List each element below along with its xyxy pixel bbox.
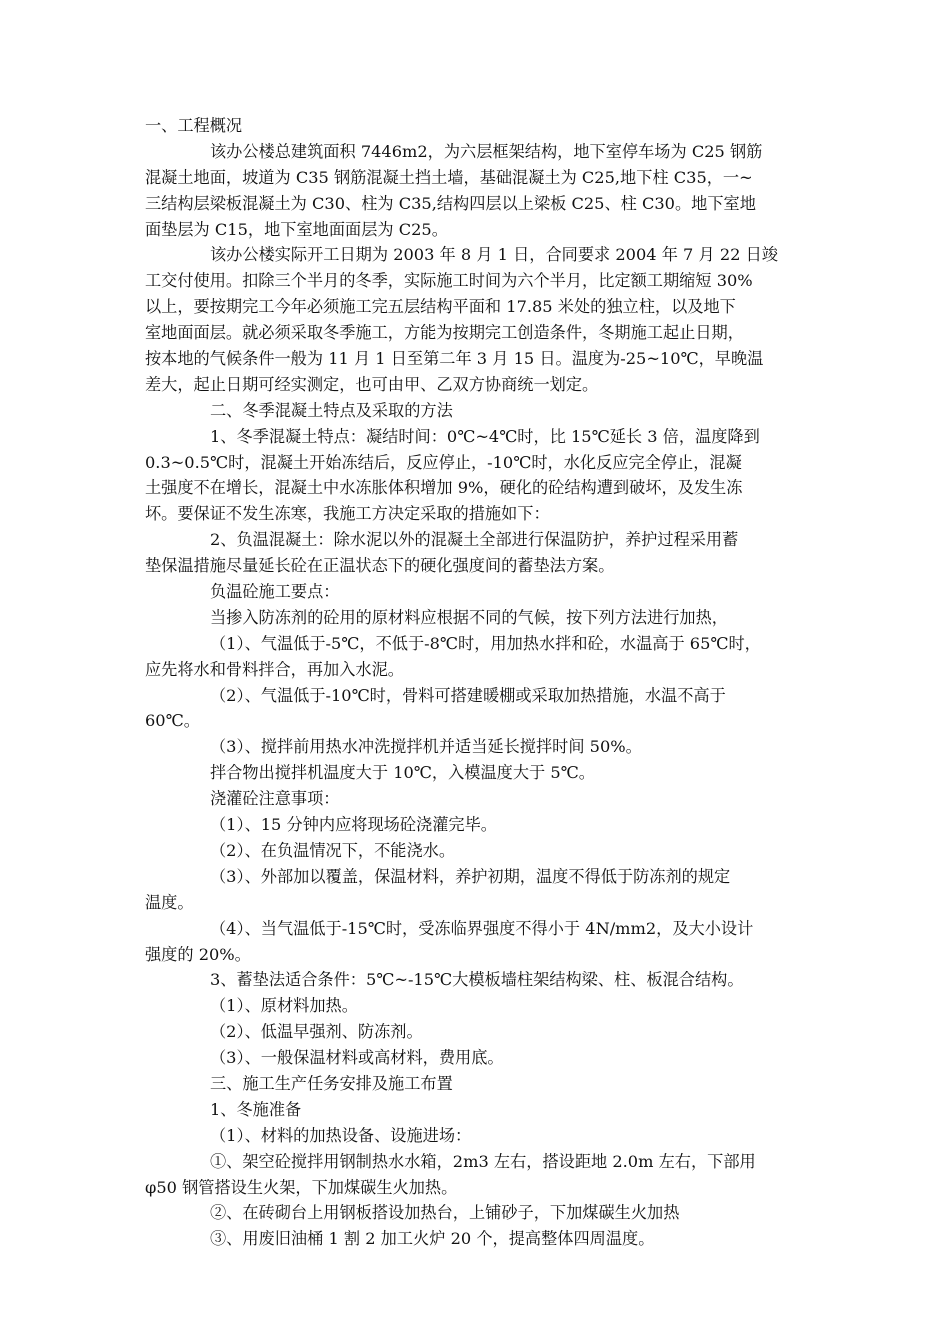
text-line: （3）、外部加以覆盖，保温材料，养护初期，温度不得低于防冻剂的规定 xyxy=(210,866,731,886)
text-line: 以上，要按期完工今年必须施工完五层结构平面和 17.85 米处的独立柱，以及地下 xyxy=(145,297,736,317)
text-line: 室地面面层。就必须采取冬季施工，方能为按期完工创造条件，冬期施工起止日期， xyxy=(145,323,744,343)
text-line: φ50 钢管搭设生火架，下加煤碳生火加热。 xyxy=(145,1177,458,1197)
text-line: （3）、搅拌前用热水冲洗搅拌机并适当延长搅拌时间 50%。 xyxy=(210,737,642,757)
text-line: 二、冬季混凝土特点及采取的方法 xyxy=(210,400,453,420)
text-line: 垫保温措施尽量延长砼在正温状态下的硬化强度间的蓄垫法方案。 xyxy=(145,556,615,576)
text-line: 三结构层梁板混凝土为 C30、柱为 C35,结构四层以上梁板 C25、柱 C30。地下室地 xyxy=(145,193,756,213)
text-line: 拌合物出搅拌机温度大于 10℃，入模温度大于 5℃。 xyxy=(210,763,595,783)
text-line: （4）、当气温低于-15℃时，受冻临界强度不得小于 4N/mm2，及大小设计 xyxy=(210,918,754,938)
text-line: （2）、在负温情况下，不能浇水。 xyxy=(210,840,456,860)
text-line: （2）、气温低于-10℃时，骨料可搭建暖棚或采取加热措施，水温不高于 xyxy=(210,685,726,705)
text-line: 差大，起止日期可经实测定，也可由甲、乙双方协商统一划定。 xyxy=(145,374,599,394)
text-line: 土强度不在增长，混凝土中水冻胀体积增加 9%，硬化的砼结构遭到破坏，及发生冻 xyxy=(145,478,743,498)
text-line: 强度的 20%。 xyxy=(145,944,251,964)
text-line: ②、在砖砌台上用钢板搭设加热台，上铺砂子，下加煤碳生火加热 xyxy=(210,1203,680,1223)
text-line: （1）、材料的加热设备、设施进场： xyxy=(210,1125,472,1145)
text-line: 60℃。 xyxy=(145,711,200,731)
text-line: 温度。 xyxy=(145,892,194,912)
text-line: 混凝土地面，坡道为 C35 钢筋混凝土挡土墙，基础混凝土为 C25,地下柱 C35，一~ xyxy=(145,167,753,187)
text-line: 0.3~0.5℃时，混凝土开始冻结后，反应停止，-10℃时，水化反应完全停止，混凝 xyxy=(145,452,742,472)
text-line: 1、冬施准备 xyxy=(210,1099,302,1119)
text-line: 负温砼施工要点： xyxy=(210,582,340,602)
text-line: ①、架空砼搅拌用钢制热水水箱，2m3 左右，搭设距地 2.0m 左右，下部用 xyxy=(210,1151,756,1171)
document-body xyxy=(145,113,805,1252)
text-line: （3）、一般保温材料或高材料，费用底。 xyxy=(210,1048,504,1068)
text-line: 三、施工生产任务安排及施工布置 xyxy=(210,1073,453,1093)
text-line: 1、冬季混凝土特点：凝结时间：0℃~4℃时，比 15℃延长 3 倍，温度降到 xyxy=(210,426,760,446)
text-line: 坏。要保证不发生冻寒，我施工方决定采取的措施如下： xyxy=(145,504,550,524)
text-line: （1）、气温低于-5℃，不低于-8℃时，用加热水拌和砼，水温高于 65℃时， xyxy=(210,633,761,653)
text-line: 应先将水和骨料拌合，再加入水泥。 xyxy=(145,659,404,679)
text-line: 工交付使用。扣除三个半月的冬季，实际施工时间为六个半月，比定额工期缩短 30% xyxy=(145,271,753,291)
text-line: 3、蓄垫法适合条件：5℃~-15℃大模板墙柱架结构梁、柱、板混合结构。 xyxy=(210,970,744,990)
text-line: 2、负温混凝土：除水泥以外的混凝土全部进行保温防护，养护过程采用蓄 xyxy=(210,530,739,550)
text-line: 当掺入防冻剂的砼用的原材料应根据不同的气候，按下列方法进行加热， xyxy=(210,607,728,627)
text-line: 该办公楼实际开工日期为 2003 年 8 月 1 日，合同要求 2004 年 7 月 22 日竣 xyxy=(210,245,778,265)
text-line: （1）、原材料加热。 xyxy=(210,996,358,1016)
text-line: ③、用废旧油桶 1 割 2 加工火炉 20 个，提高整体四周温度。 xyxy=(210,1229,655,1249)
text-line: 该办公楼总建筑面积 7446m2，为六层框架结构，地下室停车场为 C25 钢筋 xyxy=(210,141,763,161)
text-line: （1）、15 分钟内应将现场砼浇灌完毕。 xyxy=(210,815,497,835)
text-line: （2）、低温早强剂、防冻剂。 xyxy=(210,1022,423,1042)
text-line: 一、工程概况 xyxy=(145,116,243,135)
text-line: 按本地的气候条件一般为 11 月 1 日至第二年 3 月 15 日。温度为-25~10℃，早晚温 xyxy=(145,349,764,369)
text-line: 面垫层为 C15，地下室地面面层为 C25。 xyxy=(145,219,448,239)
text-line: 浇灌砼注意事项： xyxy=(210,789,340,809)
